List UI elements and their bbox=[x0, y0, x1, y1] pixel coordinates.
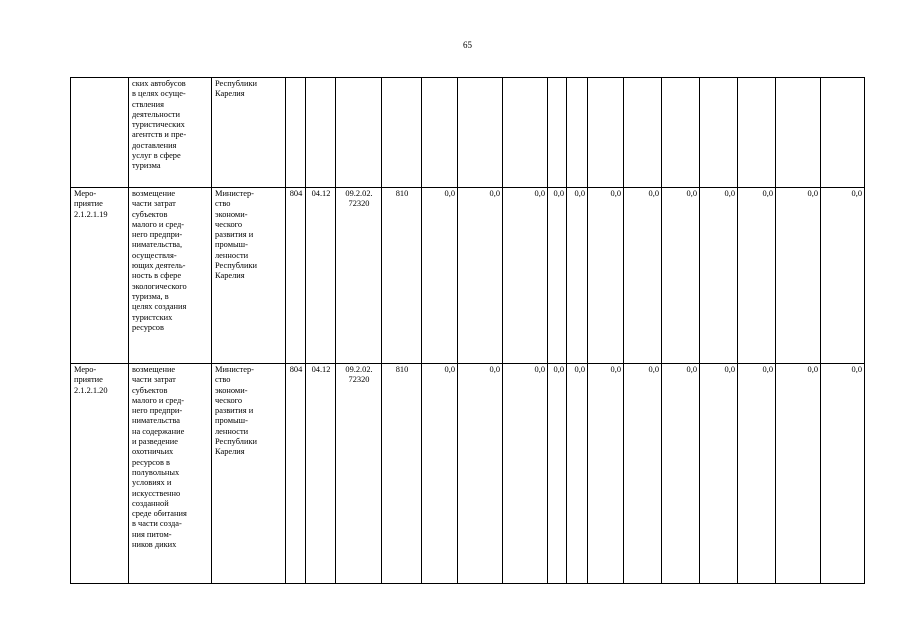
executor-cell-line: Карелия bbox=[215, 447, 245, 457]
value-cell bbox=[422, 78, 458, 188]
name-cell-line: возмещение bbox=[132, 365, 176, 374]
csr-cell-line: 09.2.02. bbox=[345, 365, 373, 374]
value-cell: 0,0 bbox=[503, 364, 548, 584]
name-cell-line: малого и сред- bbox=[132, 219, 185, 229]
value-cell: 0,0 bbox=[503, 188, 548, 364]
name-cell-line: экологического bbox=[132, 281, 187, 291]
name-cell-line: осуществля- bbox=[132, 250, 177, 260]
name-cell-line: деятельности bbox=[132, 109, 180, 119]
value-cell: 0,0 bbox=[738, 188, 776, 364]
name-cell-line: в целях осуще- bbox=[132, 89, 186, 99]
value-cell bbox=[588, 78, 624, 188]
value-cell: 0,0 bbox=[588, 188, 624, 364]
value-cell bbox=[821, 78, 865, 188]
name-cell-line: субъектов bbox=[132, 385, 168, 395]
name-cell-line: туризма bbox=[132, 161, 161, 171]
status-cell-line: приятие bbox=[74, 375, 103, 385]
executor-cell-line: промыш- bbox=[215, 240, 248, 250]
value-cell bbox=[776, 78, 821, 188]
page-number: 65 bbox=[463, 40, 472, 50]
name-cell-line: охотничьих bbox=[132, 447, 174, 457]
csr-cell-line: 72320 bbox=[348, 199, 370, 209]
executor-cell bbox=[212, 78, 286, 188]
name-cell-line: туристских bbox=[132, 312, 173, 322]
executor-cell-line: ство bbox=[215, 199, 231, 209]
value-cell: 0,0 bbox=[458, 364, 503, 584]
value-cell: 0,0 bbox=[662, 364, 700, 584]
executor-cell-line: Республики bbox=[215, 261, 258, 271]
csr-cell bbox=[336, 78, 382, 188]
name-cell-line: условиях и bbox=[132, 478, 172, 488]
name-cell-line: и разведение bbox=[132, 437, 178, 447]
name-cell-line: ющих деятель- bbox=[132, 261, 186, 271]
name-cell-line: ность в сфере bbox=[132, 271, 182, 281]
name-cell-line: на содержание bbox=[132, 426, 185, 436]
csr-cell bbox=[336, 188, 382, 364]
name-cell-line: туристических bbox=[132, 120, 185, 130]
vr-cell: 810 bbox=[382, 188, 422, 364]
csr-cell-line: 09.2.02. bbox=[345, 189, 373, 198]
value-cell: 0,0 bbox=[624, 188, 662, 364]
executor-cell-line: Карелия bbox=[215, 89, 245, 99]
grbs-cell bbox=[286, 78, 306, 188]
executor-cell-line: ленности bbox=[215, 250, 249, 260]
executor-cell-line: Министер- bbox=[215, 189, 254, 198]
value-cell: 0,0 bbox=[548, 364, 567, 584]
value-cell: 0,0 bbox=[458, 188, 503, 364]
name-cell-line: нимательства, bbox=[132, 240, 183, 250]
vr-cell: 810 bbox=[382, 364, 422, 584]
value-cell bbox=[548, 78, 567, 188]
value-cell: 0,0 bbox=[662, 188, 700, 364]
value-cell: 0,0 bbox=[422, 364, 458, 584]
csr-cell bbox=[336, 364, 382, 584]
status-cell bbox=[71, 188, 129, 364]
value-cell: 0,0 bbox=[422, 188, 458, 364]
value-cell bbox=[738, 78, 776, 188]
value-cell: 0,0 bbox=[738, 364, 776, 584]
value-cell: 0,0 bbox=[567, 188, 588, 364]
name-cell-line: услуг в сфере bbox=[132, 151, 181, 161]
name-cell-line: ствления bbox=[132, 99, 164, 109]
status-cell-line: Меро- bbox=[74, 189, 97, 198]
name-cell-line: ников диких bbox=[132, 540, 177, 550]
name-cell-line: части затрат bbox=[132, 375, 176, 385]
value-cell bbox=[458, 78, 503, 188]
name-cell-line: ресурсов в bbox=[132, 457, 171, 467]
executor-cell-line: промыш- bbox=[215, 416, 248, 426]
name-cell-line: среде обитания bbox=[132, 509, 187, 519]
status-cell bbox=[71, 364, 129, 584]
name-cell-line: агентств и пре- bbox=[132, 130, 187, 140]
executor-cell-line: Карелия bbox=[215, 271, 245, 281]
table-row bbox=[71, 78, 865, 188]
name-cell-line: него предпри- bbox=[132, 230, 183, 240]
executor-cell-line: ство bbox=[215, 375, 231, 385]
value-cell: 0,0 bbox=[700, 364, 738, 584]
grbs-cell: 804 bbox=[286, 364, 306, 584]
executor-cell-line: ческого bbox=[215, 395, 243, 405]
executor-cell-line: ленности bbox=[215, 426, 249, 436]
status-cell-line: 2.1.2.1.20 bbox=[74, 385, 108, 395]
name-cell-line: ских автобусов bbox=[132, 79, 186, 88]
value-cell: 0,0 bbox=[776, 364, 821, 584]
executor-cell-line: Республики bbox=[215, 79, 258, 88]
executor-cell-line: Министер- bbox=[215, 365, 254, 374]
executor-cell-line: Республики bbox=[215, 437, 258, 447]
name-cell-line: полувольных bbox=[132, 467, 180, 477]
rzpr-cell: 04.12 bbox=[306, 188, 336, 364]
executor-cell-line: экономи- bbox=[215, 385, 248, 395]
status-cell-line: 2.1.2.1.19 bbox=[74, 209, 108, 219]
name-cell-line: доставления bbox=[132, 140, 177, 150]
name-cell-line: ния питом- bbox=[132, 529, 172, 539]
executor-cell bbox=[212, 188, 286, 364]
value-cell bbox=[662, 78, 700, 188]
vr-cell bbox=[382, 78, 422, 188]
status-cell bbox=[71, 78, 129, 188]
budget-table bbox=[70, 77, 865, 584]
name-cell-line: созданной bbox=[132, 498, 169, 508]
name-cell-line: возмещение bbox=[132, 189, 176, 198]
value-cell: 0,0 bbox=[821, 188, 865, 364]
name-cell-line: малого и сред- bbox=[132, 395, 185, 405]
table-row bbox=[71, 364, 865, 584]
rzpr-cell bbox=[306, 78, 336, 188]
status-cell-line: Меро- bbox=[74, 365, 97, 374]
value-cell bbox=[700, 78, 738, 188]
name-cell-line: в части созда- bbox=[132, 519, 182, 529]
name-cell bbox=[129, 364, 212, 584]
value-cell bbox=[624, 78, 662, 188]
executor-cell bbox=[212, 364, 286, 584]
value-cell: 0,0 bbox=[567, 364, 588, 584]
name-cell bbox=[129, 78, 212, 188]
executor-cell-line: ческого bbox=[215, 219, 243, 229]
value-cell: 0,0 bbox=[548, 188, 567, 364]
value-cell: 0,0 bbox=[624, 364, 662, 584]
name-cell-line: него предпри- bbox=[132, 406, 183, 416]
value-cell bbox=[503, 78, 548, 188]
name-cell-line: части затрат bbox=[132, 199, 176, 209]
rzpr-cell: 04.12 bbox=[306, 364, 336, 584]
value-cell: 0,0 bbox=[588, 364, 624, 584]
value-cell: 0,0 bbox=[821, 364, 865, 584]
grbs-cell: 804 bbox=[286, 188, 306, 364]
status-cell-line: приятие bbox=[74, 199, 103, 209]
value-cell: 0,0 bbox=[776, 188, 821, 364]
value-cell: 0,0 bbox=[700, 188, 738, 364]
name-cell-line: ресурсов bbox=[132, 322, 164, 332]
table-row bbox=[71, 188, 865, 364]
csr-cell-line: 72320 bbox=[348, 375, 370, 385]
name-cell-line: туризма, в bbox=[132, 291, 169, 301]
name-cell bbox=[129, 188, 212, 364]
name-cell-line: искусственно bbox=[132, 488, 181, 498]
name-cell-line: субъектов bbox=[132, 209, 168, 219]
executor-cell-line: развития и bbox=[215, 406, 254, 416]
executor-cell-line: развития и bbox=[215, 230, 254, 240]
name-cell-line: целях создания bbox=[132, 302, 187, 312]
value-cell bbox=[567, 78, 588, 188]
executor-cell-line: экономи- bbox=[215, 209, 248, 219]
name-cell-line: нимательства bbox=[132, 416, 181, 426]
